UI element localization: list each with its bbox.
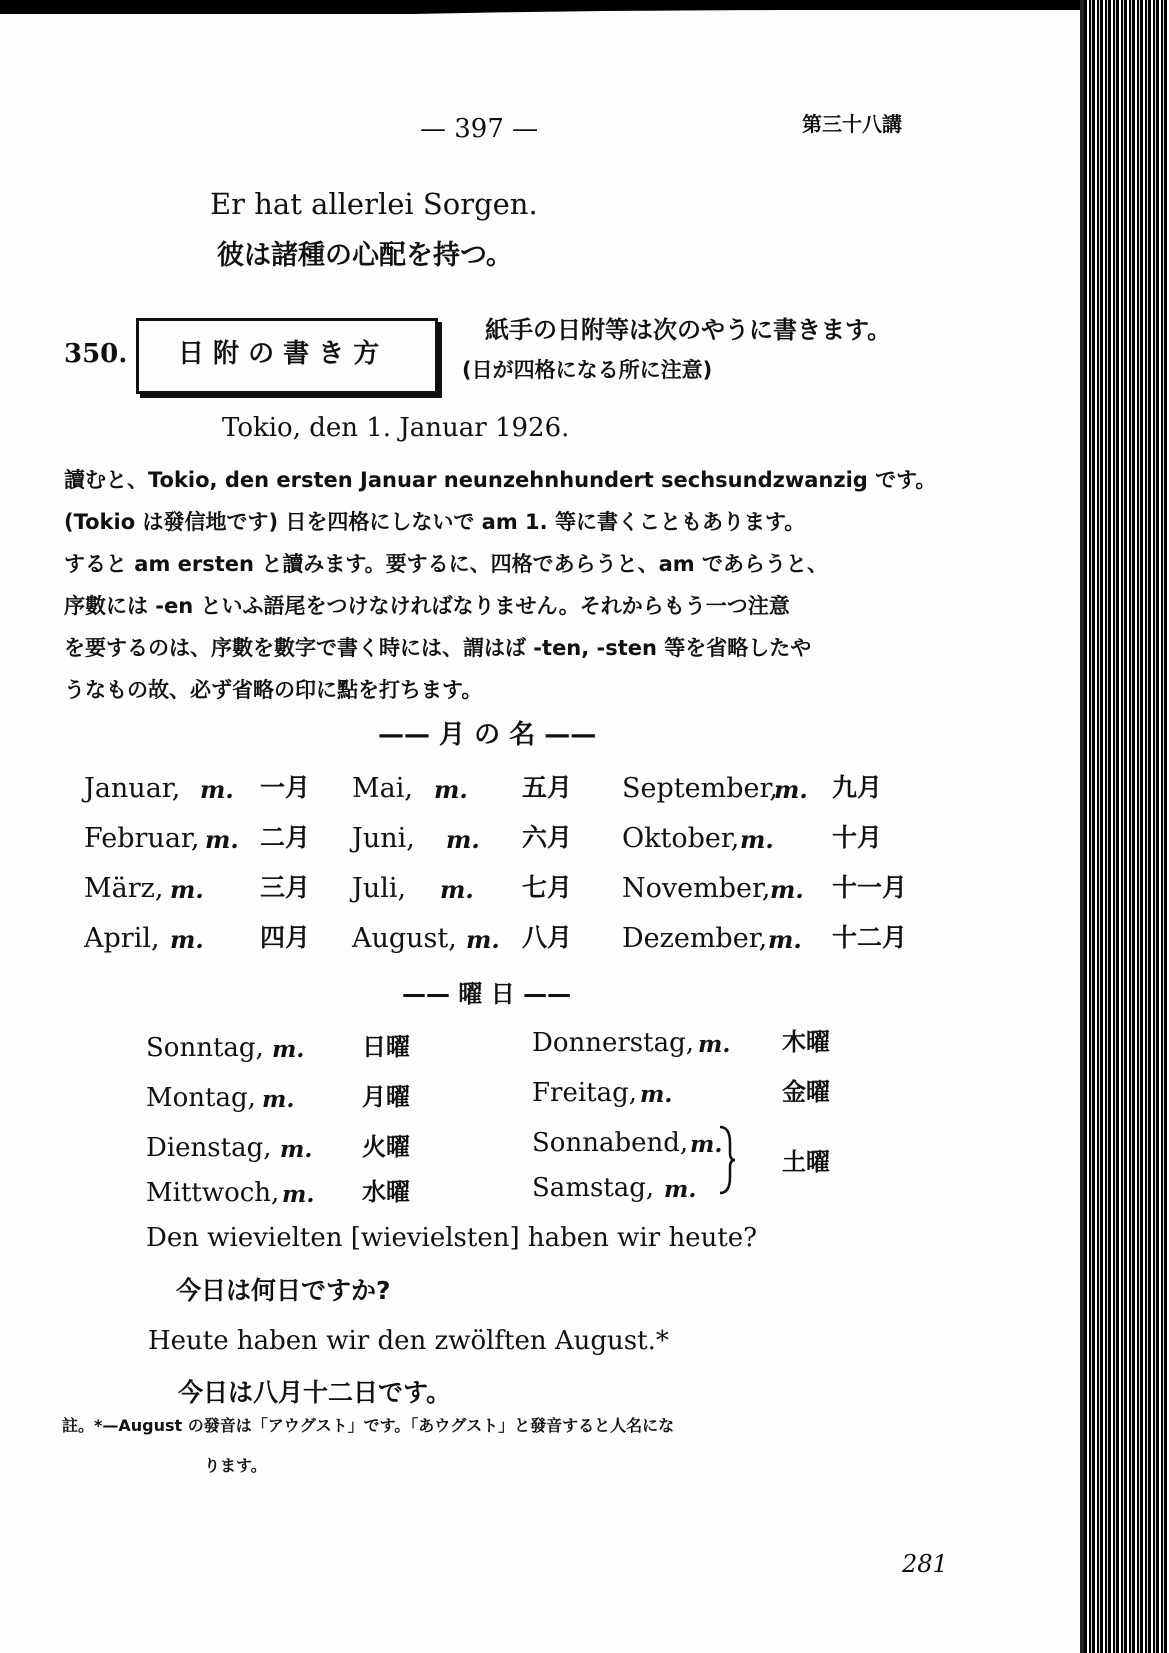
section-number: 350. xyxy=(64,339,128,369)
month-jp: 五月 xyxy=(522,773,573,802)
day-de: Sonntag, xyxy=(146,1033,264,1063)
month-de: Dezember, xyxy=(622,923,768,954)
day-de: Freitag, xyxy=(532,1078,638,1108)
day-de: Sonnabend, xyxy=(532,1128,689,1158)
day-gender: m. xyxy=(690,1131,723,1158)
day-de: Mittwoch, xyxy=(146,1178,280,1208)
day-jp: 月曜 xyxy=(362,1083,410,1111)
intro-german: Er hat allerlei Sorgen. xyxy=(210,187,538,221)
book-binding-stripes xyxy=(1084,0,1169,1653)
month-jp: 二月 xyxy=(260,823,311,852)
paragraph-line: うなもの故、必ず省略の印に點を打ちます。 xyxy=(64,678,483,702)
days-heading: —— 曜 日 —— xyxy=(402,980,572,1008)
month-jp: 四月 xyxy=(260,923,311,952)
section-desc-line1: 紙手の日附等は次のやうに書きます。 xyxy=(485,316,892,344)
month-gender: m. xyxy=(170,875,204,904)
month-gender: m. xyxy=(740,825,774,854)
month-gender: m. xyxy=(466,925,500,954)
month-jp: 七月 xyxy=(522,873,573,902)
day-gender: m. xyxy=(280,1136,313,1163)
month-de: Juli, xyxy=(352,873,407,904)
answer-japanese: 今日は八月十二日です。 xyxy=(178,1378,452,1407)
month-de: Mai, xyxy=(352,773,413,804)
month-de: Januar, xyxy=(84,773,181,804)
section-desc-line2: (日が四格になる所に注意) xyxy=(462,358,713,382)
saturday-jp: 土曜 xyxy=(782,1148,830,1176)
footnote-line1: 註。*—August の發音は「アウグスト」です。「あウグスト」と發音すると人名にな xyxy=(62,1416,675,1435)
day-de: Montag, xyxy=(146,1083,256,1113)
day-gender: m. xyxy=(272,1036,305,1063)
chapter-label: 第三十八講 xyxy=(802,112,902,136)
month-de: August, xyxy=(352,923,457,954)
day-de: Dienstag, xyxy=(146,1133,272,1163)
day-gender: m. xyxy=(282,1181,315,1208)
day-gender: m. xyxy=(262,1086,295,1113)
date-example: Tokio, den 1. Januar 1926. xyxy=(222,413,570,443)
month-de: September, xyxy=(622,773,778,804)
saturday-brace xyxy=(718,1125,736,1195)
page-number-footer: 281 xyxy=(902,1550,948,1578)
month-gender: m. xyxy=(434,775,468,804)
day-jp: 火曜 xyxy=(362,1133,410,1161)
paragraph-line: 序數には -en といふ語尾をつけなければなりません。それからもう一つ注意 xyxy=(64,594,790,618)
page-top-curve xyxy=(0,10,1100,40)
day-gender: m. xyxy=(640,1081,673,1108)
paragraph-line: 讀むと、Tokio, den ersten Januar neunzehnhundert sechsundzwanzig です。 xyxy=(64,468,937,492)
month-jp: 十二月 xyxy=(832,923,908,952)
question-german: Den wievielten [wievielsten] haben wir heute? xyxy=(146,1223,758,1253)
day-jp: 日曜 xyxy=(362,1033,410,1061)
month-gender: m. xyxy=(774,775,808,804)
month-gender: m. xyxy=(446,825,480,854)
month-de: März, xyxy=(84,873,164,904)
day-de: Samstag, xyxy=(532,1173,655,1203)
month-jp: 八月 xyxy=(522,923,573,952)
month-jp: 一月 xyxy=(260,773,311,802)
day-jp: 木曜 xyxy=(782,1028,830,1056)
month-de: Juni, xyxy=(352,823,415,854)
page-number-header: — 397 — xyxy=(420,114,539,144)
day-gender: m. xyxy=(664,1176,697,1203)
month-de: Februar, xyxy=(84,823,200,854)
month-jp: 六月 xyxy=(522,823,573,852)
intro-japanese: 彼は諸種の心配を持つ。 xyxy=(217,240,513,271)
month-gender: m. xyxy=(200,775,234,804)
month-gender: m. xyxy=(770,875,804,904)
paragraph-line: すると am ersten と讀みます。要するに、四格であらうと、am であらうと、 xyxy=(64,552,828,576)
month-gender: m. xyxy=(170,925,204,954)
day-jp: 水曜 xyxy=(362,1178,410,1206)
footnote-line2: ります。 xyxy=(204,1456,267,1475)
month-de: April, xyxy=(84,923,160,954)
month-gender: m. xyxy=(768,925,802,954)
answer-german: Heute haben wir den zwölften August.* xyxy=(148,1326,669,1356)
month-de: November, xyxy=(622,873,771,904)
day-de: Donnerstag, xyxy=(532,1028,695,1058)
question-japanese: 今日は何日ですか? xyxy=(176,1276,391,1305)
section-title: 日 附 の 書 き 方 xyxy=(178,339,380,369)
paragraph-line: を要するのは、序數を數字で書く時には、謂はば -ten, -sten 等を省略したや xyxy=(64,636,812,660)
paragraph-line: (Tokio は發信地です) 日を四格にしないで am 1. 等に書くこともあります。 xyxy=(64,510,806,534)
day-jp: 金曜 xyxy=(782,1078,830,1106)
month-jp: 三月 xyxy=(260,873,311,902)
day-gender: m. xyxy=(698,1031,731,1058)
month-de: Oktober, xyxy=(622,823,740,854)
months-heading: —— 月 の 名 —— xyxy=(378,720,597,750)
month-jp: 十月 xyxy=(832,823,883,852)
month-jp: 十一月 xyxy=(832,873,908,902)
month-gender: m. xyxy=(205,825,239,854)
month-jp: 九月 xyxy=(832,773,883,802)
month-gender: m. xyxy=(440,875,474,904)
